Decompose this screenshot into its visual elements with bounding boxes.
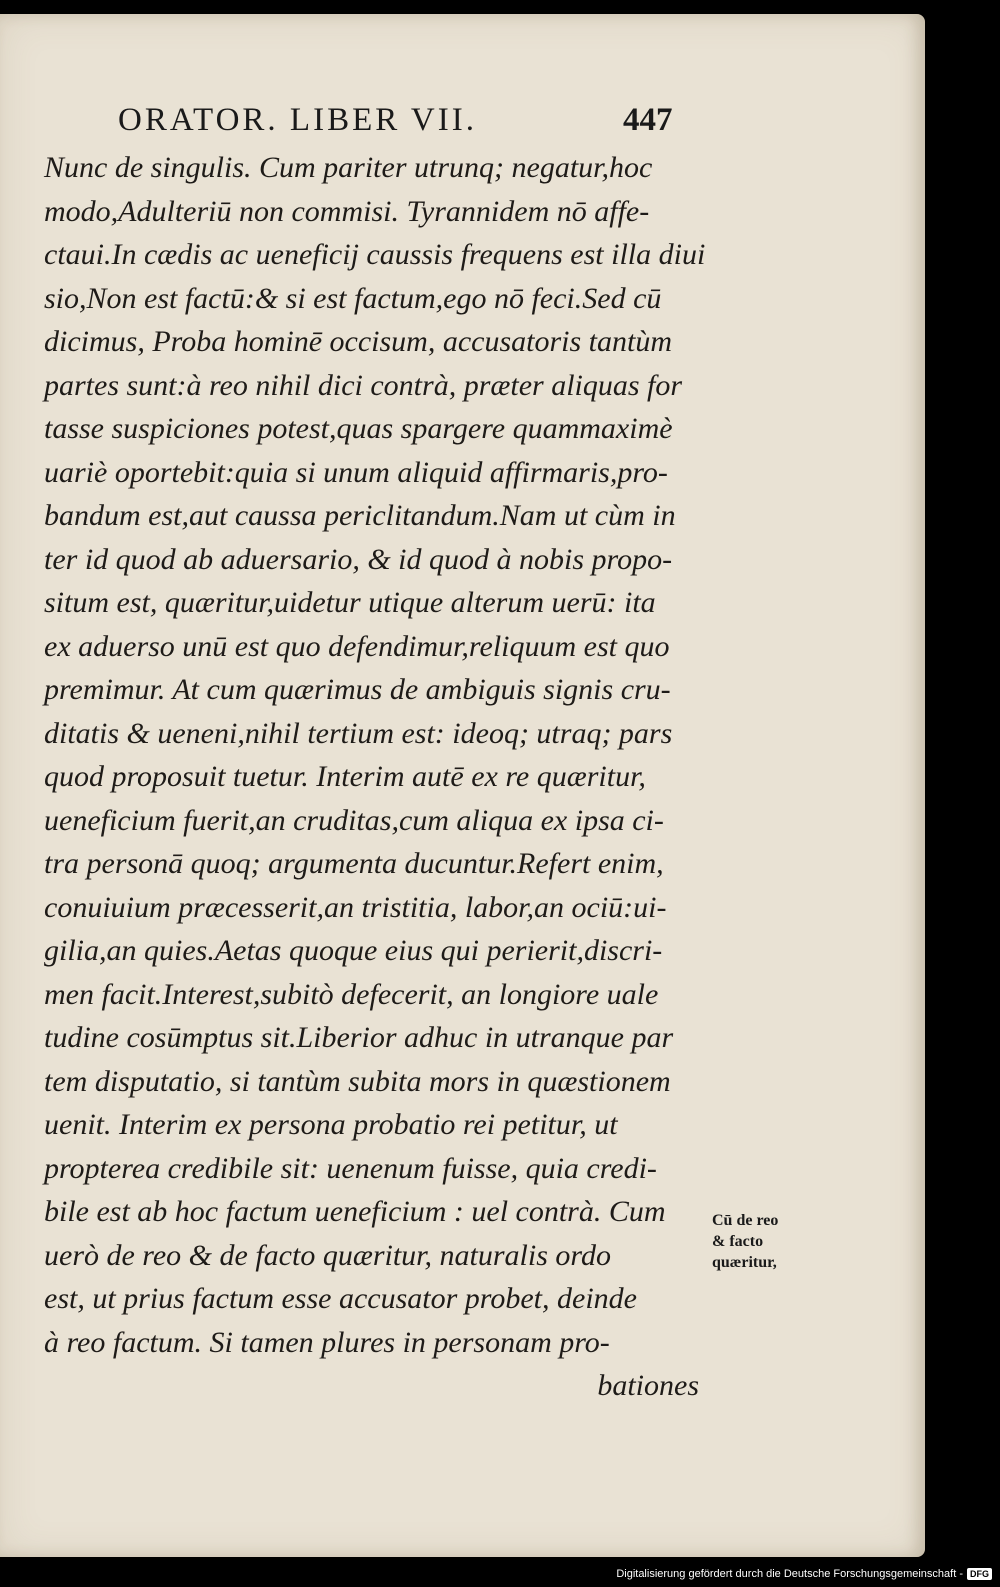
text-line: uerò de reo & de facto quæritur, naturalis ordo — [44, 1238, 611, 1272]
text-line: dicimus, Proba hominē occisum, accusatoris tantùm — [44, 325, 672, 358]
catchword: bationes — [597, 1369, 699, 1402]
text-line: tudine cosūmptus sit.Liberior adhuc in utranque par — [44, 1021, 674, 1054]
text-line: ter id quod ab aduersario, & id quod à nobis propo- — [44, 542, 673, 576]
text-line: sio,Non est factū:& si est factum,ego nō feci.Sed cū — [44, 281, 662, 315]
dfg-logo-icon: DFG — [967, 1568, 992, 1580]
digitization-footer — [616, 1564, 992, 1584]
footer-text: Digitalisierung gefördert durch die Deutsche Forschungsgemeinschaft - — [616, 1568, 963, 1580]
text-line: conuiuium præcesserit,an tristitia, labor,an ociū:ui- — [44, 890, 667, 924]
margin-note-line: quæritur, — [712, 1254, 777, 1271]
text-line: quod proposuit tuetur. Interim autē ex re quæritur, — [44, 760, 646, 793]
text-line: tra personā quoq; argumenta ducuntur.Refert enim, — [44, 847, 664, 880]
text-line: partes sunt:à reo nihil dici contrà, præter aliquas for — [44, 368, 683, 402]
margin-note-line: Cū de reo — [712, 1212, 779, 1229]
text-line: est, ut prius factum esse accusator probet, deinde — [44, 1282, 637, 1315]
text-line: ueneficium fuerit,an cruditas,cum aliqua ex ipsa ci- — [44, 803, 664, 837]
text-line: tasse suspiciones potest,quas spargere quammaximè — [44, 412, 673, 445]
margin-note — [712, 1210, 822, 1273]
text-line: ditatis & ueneni,nihil tertium est: ideoq; utraq; pars — [44, 716, 673, 750]
body-text — [44, 146, 704, 1408]
text-line: uenit. Interim ex persona probatio rei petitur, ut — [44, 1108, 618, 1141]
page-number: 447 — [623, 102, 673, 138]
text-line: bile est ab hoc factum ueneficium : uel contrà. Cum — [44, 1195, 666, 1228]
text-line: Nunc de singulis. Cum pariter utrunq; negatur,hoc — [44, 151, 653, 184]
text-line: premimur. At cum quærimus de ambiguis signis cru- — [44, 673, 671, 706]
text-line: propterea credibile sit: uenenum fuisse, quia credi- — [44, 1151, 657, 1185]
text-line: gilia,an quies.Aetas quoque eius qui perierit,discri- — [44, 934, 663, 967]
text-line: bandum est,aut caussa periclitandum.Nam ut cùm in — [44, 499, 676, 532]
text-line: ex aduerso unū est quo defendimur,reliquum est quo — [44, 629, 670, 663]
text-line: uariè oportebit:quia si unum aliquid affirmaris,pro- — [44, 455, 668, 489]
text-line: à reo factum. Si tamen plures in personam pro- — [44, 1325, 610, 1359]
margin-note-line: & facto — [712, 1233, 764, 1250]
text-line: modo,Adulteriū non commisi. Tyrannidem nō affe- — [44, 194, 650, 228]
running-header — [118, 102, 698, 142]
running-title: ORATOR. LIBER VII. — [118, 102, 477, 138]
text-line: ctaui.In cædis ac ueneficij caussis frequens est illa diui — [44, 238, 706, 271]
text-line: men facit.Interest,subitò defecerit, an longiore uale — [44, 977, 659, 1011]
text-line: tem disputatio, si tantùm subita mors in quæstionem — [44, 1064, 671, 1098]
text-line: situm est, quæritur,uidetur utique alterum uerū: ita — [44, 586, 656, 619]
book-page — [0, 14, 925, 1557]
